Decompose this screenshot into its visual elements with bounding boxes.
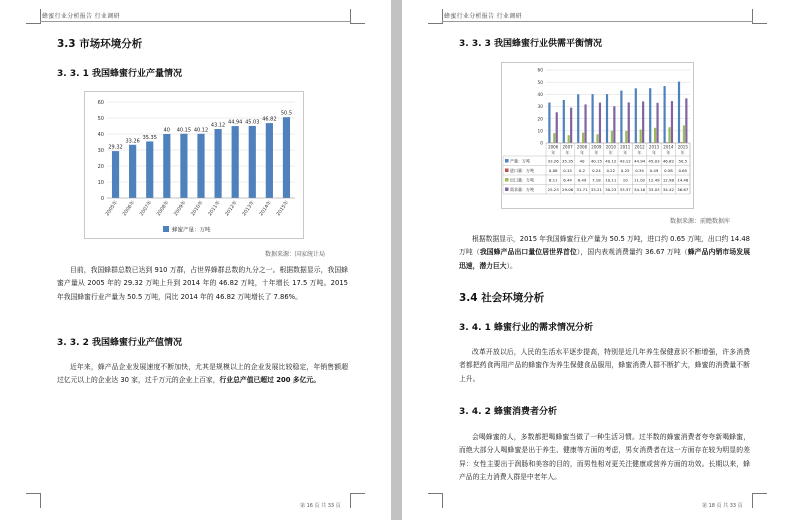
- page-footer: 第 16 页 共 33 页: [300, 503, 341, 509]
- x-tick-label: 2011年: [207, 200, 222, 218]
- data-label: 40: [163, 127, 171, 134]
- bar: [592, 94, 594, 143]
- x-tick-label: 年: [580, 150, 584, 155]
- supply-demand-chart: [501, 62, 694, 209]
- legend-label: 蜂蜜产量：万吨: [172, 227, 211, 234]
- chart-source: 数据来源：前瞻数据库: [670, 218, 731, 225]
- section-title: 3.3 市场环境分析: [57, 38, 143, 50]
- x-tick-label: 年: [608, 150, 613, 155]
- header-rule: [40, 21, 351, 22]
- bar: [642, 101, 644, 143]
- y-tick-label: 10: [537, 129, 543, 135]
- y-tick-label: 50: [97, 116, 104, 122]
- data-label: 44.94: [228, 119, 243, 126]
- paragraph-text: 根据数据显示，2015 年我国蜂蜜行业产量为 50.5 万吨，进口约 0.65 万吨，出口约 14.48 万吨（: [459, 235, 750, 257]
- bar: [215, 129, 222, 198]
- bar: [678, 82, 680, 143]
- data-table-cell: 0.2: [578, 168, 586, 173]
- body-paragraph: 会喝蜂蜜的人，多数都把喝蜂蜜当做了一种生活习惯。过半数的蜂蜜消费者夸夸新喝蜂蜜，而绝大部分人喝蜂蜜是出于养生、健康等方面的考虑，男女消费者在这一方面存在较为明显的差异：女性主要出于润肠和美容的目的，而男性相对更关注健康或营养方面的功效。长期以来，蜂产品的主力消费人群是中老年人。: [459, 433, 750, 481]
- data-table-cell: 33.03: [648, 187, 660, 192]
- corner-mark: [428, 493, 443, 508]
- bar: [683, 125, 685, 143]
- y-tick-label: 20: [97, 164, 104, 170]
- data-label: 40.12: [193, 127, 209, 134]
- data-label: 50.5: [280, 110, 293, 117]
- bar: [197, 134, 204, 198]
- data-table-cell: 46.82: [662, 158, 674, 164]
- bar: [548, 103, 550, 143]
- paragraph-bold-text: 蜂产品内销市场发展迅速，潜力巨大: [459, 248, 750, 270]
- bar: [664, 86, 666, 143]
- data-label: 46.82: [262, 116, 277, 123]
- production-chart: [84, 91, 304, 239]
- bar: [266, 123, 273, 198]
- bar: [146, 141, 153, 198]
- legend-label: 需求量：万吨: [510, 187, 534, 192]
- bar: [553, 133, 555, 143]
- y-tick-label: 20: [537, 117, 543, 123]
- data-table-cell: 6.44: [563, 177, 572, 183]
- bar: [640, 130, 642, 143]
- x-tick-label: 2007: [562, 144, 573, 150]
- data-table-cell: 0.49: [649, 168, 659, 173]
- data-table-cell: 44.94: [634, 158, 646, 164]
- x-tick-label: 年: [565, 150, 570, 155]
- section-title: 3.4 社会环境分析: [459, 292, 545, 304]
- bar: [584, 104, 586, 143]
- subsection-title: 3. 4. 2 蜂蜜消费者分析: [459, 407, 558, 417]
- bar: [606, 94, 608, 143]
- legend-label: 进口量：万吨: [510, 168, 534, 173]
- bar: [611, 131, 613, 143]
- legend-swatch: [505, 159, 509, 163]
- bar: [685, 98, 687, 143]
- bar: [112, 151, 119, 198]
- page-footer: 第 18 页 共 33 页: [702, 503, 743, 509]
- data-table-cell: 0.15: [563, 168, 572, 173]
- data-table-cell: 33.37: [619, 187, 631, 192]
- subsection-title: 3. 3. 1 我国蜂蜜行业产量情况: [57, 69, 183, 79]
- document-page-left: [0, 0, 391, 520]
- corner-mark: [350, 9, 365, 24]
- bar: [656, 103, 658, 143]
- bar: [625, 131, 627, 143]
- y-tick-label: 0: [540, 141, 543, 147]
- data-table-cell: 35.35: [562, 158, 574, 164]
- legend-label: 产量：万吨: [510, 158, 530, 164]
- data-table-cell: 0.25: [620, 168, 630, 173]
- bar: [620, 91, 622, 143]
- bar: [671, 101, 673, 143]
- data-table-cell: 12.98: [662, 177, 674, 183]
- corner-mark: [350, 493, 365, 508]
- corner-mark: [428, 9, 443, 24]
- x-tick-label: 2011: [620, 144, 631, 150]
- corner-mark: [26, 493, 41, 508]
- corner-mark: [752, 9, 767, 24]
- x-tick-label: 2006年: [122, 200, 137, 218]
- x-tick-label: 年: [652, 150, 656, 155]
- data-table-cell: 0.24: [592, 168, 601, 173]
- y-tick-label: 40: [537, 93, 543, 99]
- x-tick-label: 年: [666, 150, 671, 155]
- bar: [613, 106, 615, 143]
- data-label: 43.12: [210, 122, 226, 129]
- data-table-cell: 8.49: [577, 177, 587, 183]
- data-table-cell: 0.34: [635, 168, 644, 173]
- bar: [283, 117, 290, 198]
- paragraph-text: 近年来，蜂产品企业发展速度不断加快，尤其是规模以上的企业发展比较稳定，年销售额超过亿元以上的企业达 30 家，过千万元的企业上百家，: [57, 363, 348, 385]
- paragraph-text: ）。: [506, 261, 517, 270]
- x-tick-label: 2010: [605, 144, 616, 150]
- bar: [163, 134, 170, 198]
- subsection-title: 3. 4. 1 蜂蜜行业的需求情况分析: [459, 323, 594, 333]
- y-tick-label: 40: [97, 132, 104, 138]
- data-table-cell: 7.18: [592, 177, 601, 183]
- body-paragraph: 目前，我国蜂群总数已达到 910 万群，占世界蜂群总数的九分之一。根据数据显示，我国蜂蜜产量从 2005 年的 29.32 万吨上升到 2014 年的 46.82 万吨，十年增长 17.5 万吨。2015 年我国蜂蜜行业产量为 50.5 万吨，同比 2014 年的 46.82 万吨增长了 7.86%。: [57, 266, 348, 301]
- x-tick-label: 2012年: [224, 200, 239, 218]
- data-table-cell: 40.12: [605, 158, 617, 164]
- y-tick-label: 50: [537, 80, 543, 86]
- bar: [599, 103, 601, 143]
- x-tick-label: 2007年: [139, 200, 154, 218]
- data-label: 33.26: [125, 138, 140, 145]
- x-tick-label: 2015年: [276, 200, 291, 218]
- bar: [563, 100, 565, 143]
- header-rule: [442, 21, 753, 22]
- bar: [628, 102, 630, 143]
- page-gutter: [391, 0, 402, 520]
- data-table-cell: 11.02: [634, 177, 646, 183]
- bar: [249, 126, 256, 198]
- corner-mark: [752, 493, 767, 508]
- data-table-cell: 10: [622, 177, 628, 183]
- y-tick-label: 60: [537, 68, 543, 74]
- legend-swatch: [505, 188, 509, 192]
- paragraph-text: ），国内表观消费量约 36.67 万吨（: [576, 248, 688, 257]
- data-table-cell: 8.11: [548, 177, 558, 183]
- page-header: 蜂蜜行业分析报告 行业调研: [42, 13, 120, 20]
- data-table-cell: 50.5: [678, 158, 688, 164]
- data-table-cell: 0.08: [548, 168, 558, 173]
- bar: [570, 108, 572, 143]
- bar: [582, 133, 584, 143]
- data-table-cell: 29.06: [562, 187, 574, 192]
- x-tick-label: 年: [551, 150, 556, 155]
- bar: [556, 112, 558, 143]
- data-table-cell: 45.03: [648, 158, 660, 164]
- data-table-cell: 0.58: [664, 168, 673, 173]
- data-table-cell: 33.26: [547, 158, 559, 164]
- data-table-cell: 10.11: [605, 177, 617, 183]
- x-tick-label: 2009: [591, 144, 602, 150]
- data-label: 29.32: [108, 144, 123, 151]
- data-table-cell: 40: [579, 158, 585, 164]
- data-label: 40.15: [176, 127, 192, 134]
- chart-source: 数据来源：国家统计局: [265, 251, 326, 258]
- x-tick-label: 2006: [548, 144, 559, 150]
- x-tick-label: 年: [594, 150, 599, 155]
- document-page-right: [402, 0, 793, 520]
- subsection-title: 3. 3. 2 我国蜂蜜行业产值情况: [57, 338, 183, 348]
- y-tick-label: 30: [537, 105, 543, 111]
- y-tick-label: 30: [97, 148, 104, 154]
- x-tick-label: 年: [637, 150, 642, 155]
- data-table-cell: 30.23: [605, 187, 617, 192]
- body-paragraph: [57, 361, 348, 388]
- bar: [232, 126, 239, 198]
- bar: [654, 128, 656, 143]
- data-table-cell: 40.15: [590, 158, 602, 164]
- body-paragraph: [459, 233, 750, 273]
- production-chart-svg: [85, 92, 303, 238]
- x-tick-label: 年: [680, 150, 685, 155]
- x-tick-label: 2008: [576, 144, 588, 150]
- x-tick-label: 2013: [648, 144, 660, 150]
- data-table-cell: 34.42: [662, 187, 674, 192]
- x-tick-label: 2013年: [242, 200, 256, 218]
- paragraph-bold-text: 我国蜂产品出口量位居世界首位: [479, 248, 577, 257]
- y-tick-label: 60: [97, 100, 104, 106]
- subsection-title: 3. 3. 3 我国蜂蜜行业供需平衡情况: [459, 39, 603, 49]
- legend-label: 出口量：万吨: [510, 177, 534, 183]
- y-tick-label: 0: [100, 196, 104, 202]
- corner-mark: [26, 9, 41, 24]
- legend-swatch: [505, 169, 509, 173]
- x-tick-label: 2014年: [259, 200, 274, 218]
- x-tick-label: 2010年: [190, 200, 205, 218]
- bar: [568, 135, 570, 143]
- x-tick-label: 2005年: [105, 200, 120, 218]
- data-table-cell: 0.65: [678, 168, 688, 173]
- x-tick-label: 年: [623, 150, 628, 155]
- bar: [649, 88, 651, 143]
- x-tick-label: 2014: [663, 144, 674, 150]
- data-table-cell: 36.67: [677, 187, 689, 192]
- data-table-cell: 0.22: [606, 168, 616, 173]
- data-label: 35.35: [142, 134, 157, 141]
- bar: [635, 88, 637, 143]
- data-table-cell: 31.71: [576, 187, 588, 192]
- x-tick-label: 2015: [677, 144, 688, 150]
- body-paragraph: 改革开放以后，人民的生活水平逐步提高，特别是近几年养生保健意识不断增强，许多消费者都把药食两用产品的蜂蜜作为养生保健食品服用，蜂蜜消费人群不断扩大，蜂蜜的消费量不断上升。: [459, 348, 750, 383]
- page-header: 蜂蜜行业分析报告 行业调研: [444, 13, 522, 20]
- bar: [180, 134, 187, 198]
- x-tick-label: 2012: [634, 144, 645, 150]
- data-table-cell: 33.21: [590, 187, 602, 192]
- data-table-cell: 25.23: [547, 187, 559, 192]
- bar: [129, 145, 136, 198]
- bar: [668, 127, 670, 143]
- data-label: 45.03: [245, 119, 260, 126]
- x-tick-label: 2009年: [173, 200, 188, 218]
- supply-demand-chart-svg: [502, 63, 693, 208]
- legend-swatch: [163, 226, 169, 232]
- bar: [596, 134, 598, 143]
- paragraph-bold-text: 行业总产值已超过 200 多亿元。: [219, 376, 320, 385]
- data-table-cell: 34.16: [634, 187, 646, 192]
- y-tick-label: 10: [97, 180, 104, 186]
- data-table-cell: 43.12: [619, 158, 631, 164]
- bar: [577, 94, 579, 143]
- legend-swatch: [505, 178, 509, 182]
- data-table-cell: 14.48: [677, 177, 689, 183]
- x-tick-label: 2008年: [156, 200, 171, 218]
- data-table-cell: 12.49: [648, 177, 660, 183]
